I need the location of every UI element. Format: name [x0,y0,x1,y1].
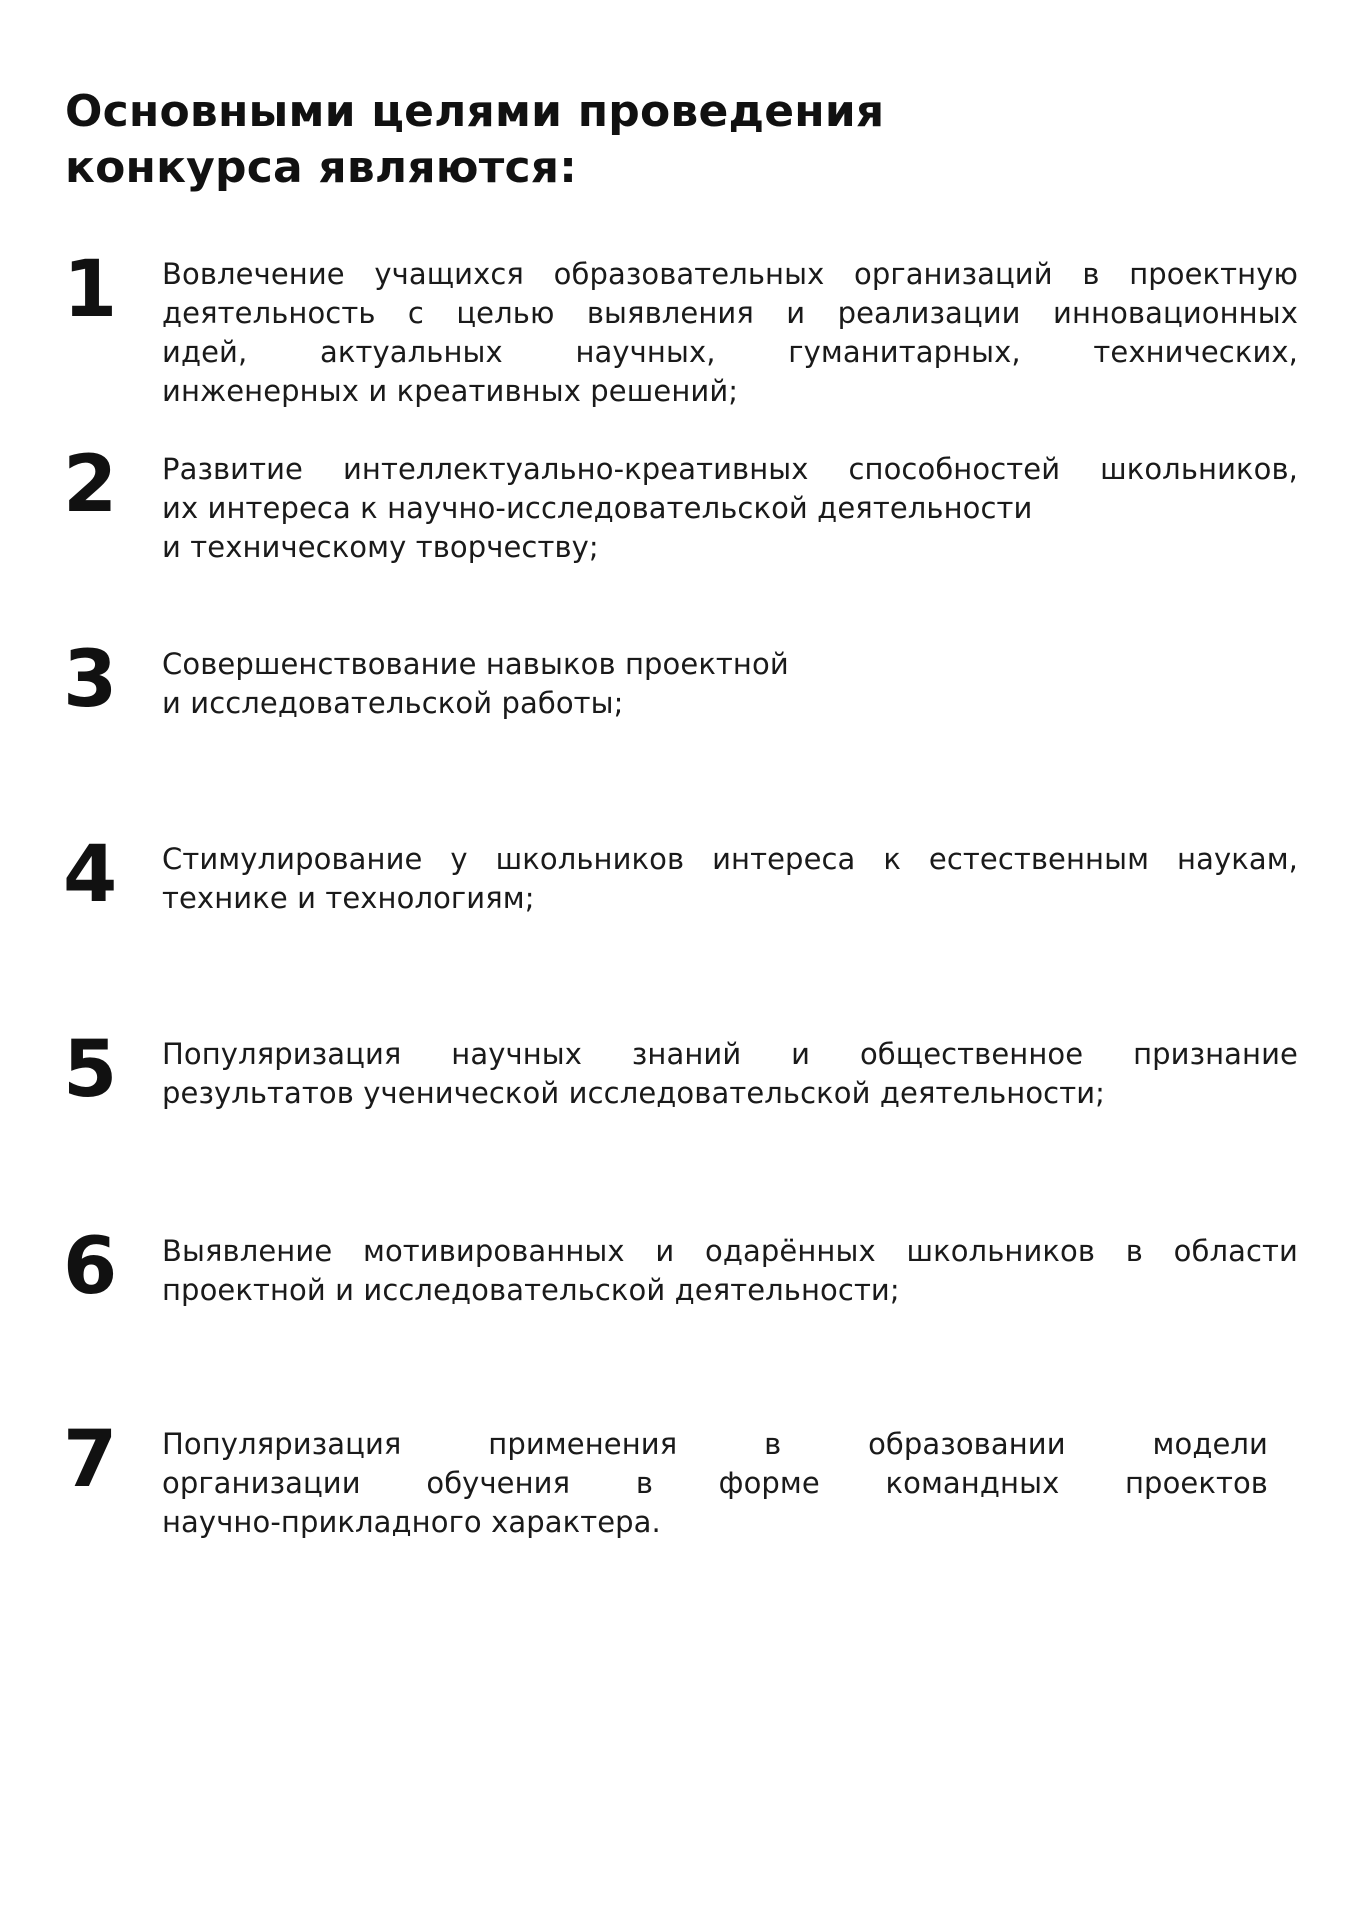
goal-text-line: и исследовательской работы; [162,686,624,720]
goal-text-line: организации обучения в форме командных проектов [162,1466,1268,1500]
goal-number: 2 [63,440,118,530]
goal-text-line: Развитие интеллектуально-креативных способностей школьников, [162,452,1298,486]
goal-number: 6 [63,1222,118,1312]
goal-number: 4 [63,830,118,920]
goal-number: 7 [63,1415,118,1505]
goal-number: 5 [63,1025,118,1115]
goal-text-line: проектной и исследовательской деятельности; [162,1273,900,1307]
goal-text-line: их интереса к научно-исследовательской деятельности [162,491,1033,525]
goal-number: 1 [63,245,118,335]
goal-text [162,255,1298,411]
goal-text-line: результатов ученической исследовательской деятельности; [162,1076,1106,1110]
goal-text-line: научно-прикладного характера. [162,1505,661,1539]
goal-text-line: деятельность с целью выявления и реализации инновационных [162,296,1298,330]
goal-text-line: Популяризация научных знаний и общественное признание [162,1037,1298,1071]
goal-text [162,840,1298,918]
goal-text-line: идей, актуальных научных, гуманитарных, технических, [162,335,1298,369]
page-title [65,84,965,196]
goal-text [162,1035,1298,1113]
goal-text-line: инженерных и креативных решений; [162,374,739,408]
goal-number: 3 [63,635,118,725]
goal-text-line: Вовлечение учащихся образовательных организаций в проектную [162,257,1298,291]
goal-text [162,645,1298,723]
page-title-line-2: конкурса являются: [65,142,578,193]
goal-text-line: и техническому творчеству; [162,530,599,564]
goal-text-line: Совершенствование навыков проектной [162,647,789,681]
goal-text-line: Стимулирование у школьников интереса к естественным наукам, [162,842,1298,876]
goal-text-line: технике и технологиям; [162,881,535,915]
goal-text [162,450,1298,567]
goal-text [162,1232,1298,1310]
goal-text-line: Выявление мотивированных и одарённых школьников в области [162,1234,1298,1268]
goal-text [162,1425,1268,1542]
page-title-line-1: Основными целями проведения [65,86,885,137]
goal-text-line: Популяризация применения в образовании модели [162,1427,1268,1461]
